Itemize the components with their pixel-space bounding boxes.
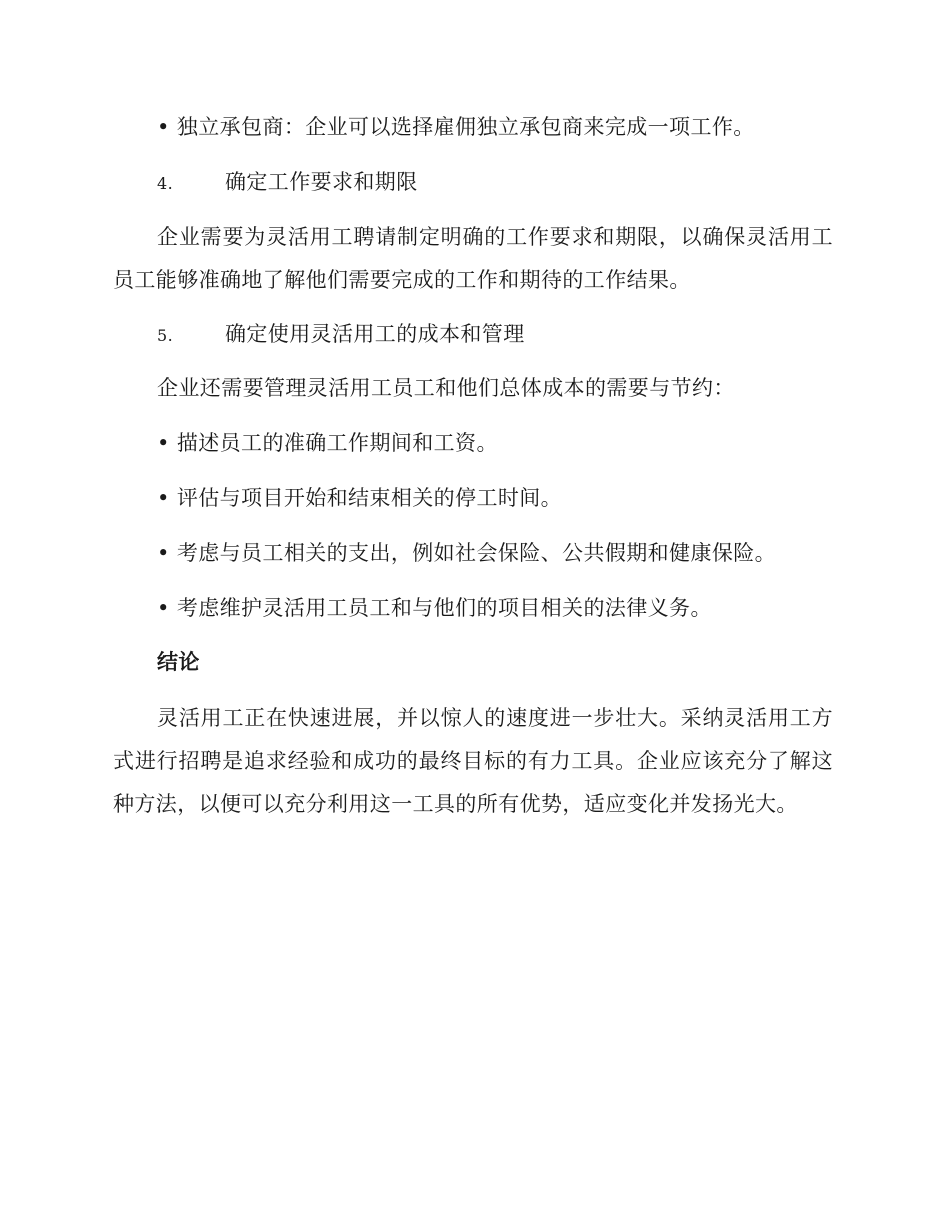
section-5-intro: 企业还需要管理灵活用工员工和他们总体成本的需要与节约：	[157, 376, 735, 400]
section-4-paragraph: 企业需要为灵活用工聘请制定明确的工作要求和期限，以确保灵活用工员工能够准确地了解他们需要完成的工作和期待的工作结果。	[113, 225, 833, 292]
section-5-heading	[157, 318, 525, 352]
conclusion-paragraph: 灵活用工正在快速进展，并以惊人的速度进一步壮大。采纳灵活用工方式进行招聘是追求经验和成功的最终目标的有力工具。企业应该充分了解这种方法，以便可以充分利用这一工具的所有优势，适应变化并发扬光大。	[113, 706, 833, 816]
section-5-number: 5.	[157, 326, 174, 345]
section-4-number: 4.	[157, 174, 174, 193]
section-4-title: 确定工作要求和期限	[225, 170, 418, 194]
bullet-work-period-wages: • 描述员工的准确工作期间和工资。	[157, 431, 498, 455]
bullet-independent-contractor: • 独立承包商：企业可以选择雇佣独立承包商来完成一项工作。	[157, 115, 755, 139]
bullet-expenses: • 考虑与员工相关的支出，例如社会保险、公共假期和健康保险。	[157, 541, 777, 565]
section-5-title: 确定使用灵活用工的成本和管理	[225, 322, 525, 346]
bullet-downtime: • 评估与项目开始和结束相关的停工时间。	[157, 486, 563, 510]
section-4-heading	[157, 166, 418, 200]
bullet-legal-obligations: • 考虑维护灵活用工员工和与他们的项目相关的法律义务。	[157, 596, 712, 620]
conclusion-heading: 结论	[157, 649, 200, 674]
